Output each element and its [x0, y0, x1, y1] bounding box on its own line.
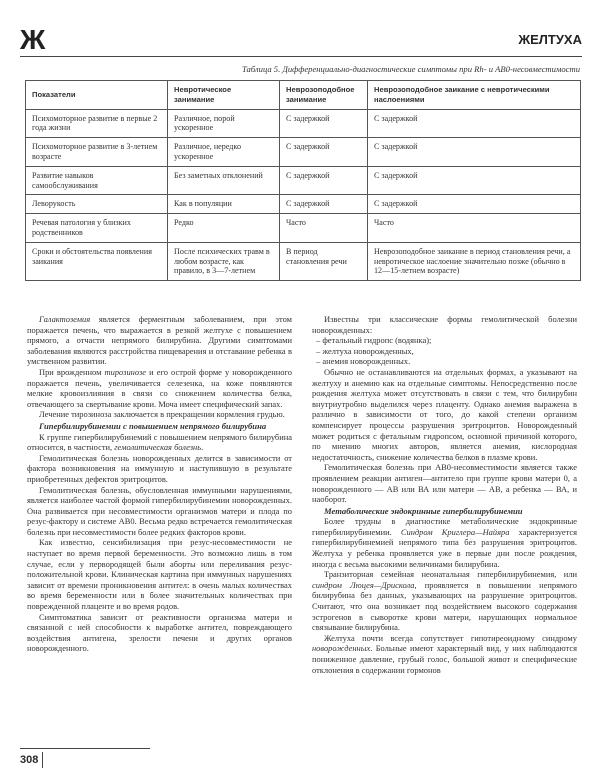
table-caption: Таблица 5. Дифференциально-диагностические симптомы при Rh- и АВ0-несовместимости	[242, 64, 580, 74]
subsection-heading: Гипербилирубинемии с повышением непрямого билирубина	[39, 420, 267, 431]
paragraph: Как известно, сенсибилизация при резус-несовместимости не наступает во время первой беременности. Это возможно лишь в том случае, если у первородящей были аборты или переливания резус-положительной крови. Клиническая картина при иммунных нарушениях зависит от времени проникновения антител: в очень малых количествах во время беременности или в более значительных количествах при поврежденной плаценте и во время родов.	[27, 537, 292, 612]
table-cell: С задержкой	[368, 109, 581, 138]
table-cell: С задержкой	[280, 138, 368, 167]
table-cell: Часто	[368, 214, 581, 243]
footer-divider	[20, 748, 150, 749]
paragraph: Симптоматика зависит от реактивности организма матери и связанной с ней способности к выработке антител, повреждающего воздействия антигена, зрелости печени и других органов новорожденного.	[27, 611, 292, 654]
column-header: Невротическое занимание	[168, 81, 280, 110]
column-header: Неврозоподобное занимание	[280, 81, 368, 110]
term: новорожденных	[312, 643, 371, 654]
table-cell: В период становления речи	[280, 242, 368, 280]
table-cell: Леворукость	[26, 195, 168, 214]
list-item: – фетальный гидропс (водянка);	[316, 335, 432, 346]
diagnostic-table	[25, 80, 581, 281]
term: синдром Люцея—Дрискола	[312, 579, 415, 590]
paragraph: При врожденном тирозинозе и его острой форме у новорожденного поражается печень, увеличивается селезенка, на коже появляются мелкие кровоизлияния в связи со снижением количества белка, отвечающего за свертывание крови. Моча имеет специфический запах.	[27, 366, 292, 409]
table-cell: Редко	[168, 214, 280, 243]
table-row	[26, 195, 581, 214]
term: Галактоземия	[39, 314, 91, 324]
section-letter: Ж	[20, 24, 46, 55]
table-row	[26, 138, 581, 167]
table-cell: С задержкой	[368, 166, 581, 195]
paragraph: Известны три классические формы гемолитической болезни новорожденных:	[312, 314, 577, 335]
right-text-column	[312, 314, 577, 675]
paragraph: Обычно не останавливаются на отдельных формах, а указывают на желтуху и анемию как на отдельные симптомы. Непосредственно после рождения желтуха может отсутствовать в связи с тем, что билирубин внутриутробно выделился через плаценту. Однако анемия выражена в различно в зависимости от того, до какой степени организм компенсирует процессы разрушения эритроцитов. Новорожденный может родиться с фетальным гидропсом, основной причиной которого, по мнению многих авторов, является анемия, кислородная недостаточность, снижение количества белков в плазме крови.	[312, 366, 577, 462]
table-cell: Различное, нередко ускоренное	[168, 138, 280, 167]
table-cell: Психомоторное развитие в 3-летнем возрасте	[26, 138, 168, 167]
term: тирозинозе	[104, 366, 147, 377]
paragraph: Гемолитическая болезнь, обусловленная иммунными нарушениями, является наиболее частой формой гипербилирубинемии новорожденных. Она развивается при несовместимости организмов матери и плода по резус-фактору и системе АВ0. Весьма редко встречается гемолитическая болезнь при несовместимости более редких факторов крови.	[27, 484, 292, 537]
table-cell: С задержкой	[280, 195, 368, 214]
term: гемолитическая болезнь	[114, 442, 202, 453]
subsection-heading: Метаболические эндокринные гипербилирубинемии	[324, 505, 523, 516]
table-cell: Речевая патология у близких родственников	[26, 214, 168, 243]
table-cell: С задержкой	[280, 109, 368, 138]
paragraph: Лечение тирозиноза заключается в прекращении кормления грудью.	[39, 409, 285, 420]
paragraph: Галактоземия является ферментным заболеванием, при этом поражается печень, что выражается в резкой желтухе с повышением прямого, а отчасти непрямого билирубина. Другими симптомами заболевания являются расстройства пищеварения и отставание ребенка в умственном развитии.	[27, 314, 292, 367]
table-row	[26, 214, 581, 243]
table-cell: Психомоторное развитие в первые 2 года жизни	[26, 109, 168, 138]
table-cell: Сроки и обстоятельства появления заикания	[26, 242, 168, 280]
column-header: Неврозоподобное заикание с невротическими наслоениями	[368, 81, 581, 110]
paragraph: Транзиторная семейная неонатальная гипербилирубинемия, или синдром Люцея—Дрискола, проявляется в повышении непрямого билирубина без данных, указывающих на разрушение эритроцитов. Считают, что она возникает под воздействием высокого содержания эстрогенов в сыворотке крови матери, нарушающих нормальное связывание билирубина.	[312, 569, 577, 633]
table-cell: Различное, порой ускоренное	[168, 109, 280, 138]
table-header-row	[26, 81, 581, 110]
paragraph: Гемолитическая болезнь при АВ0-несовместимости является также проявлением реакции антиген—антитело при группе крови матери 0, а новорожденного — АВ или ВА или матери — АВ, а ребенка — ВА, и наоборот.	[312, 462, 577, 505]
paragraph: Более трудны в диагностике метаболические эндокринные гипербилирубинемии. Синдром Криглера—Найяра характеризуется гипербилирубинемией непрямого типа без разрушения эритроцитов. Желтуха у ребенка проявляется уже в первые дни после рождения, иногда с весьма высокими величинами билирубина.	[312, 516, 577, 569]
paragraph: К группе гипербилирубинемий с повышением непрямого билирубина относится, в частности, гемолитическая болезнь.	[27, 431, 292, 453]
table-cell: Как в популяции	[168, 195, 280, 214]
list-item: – желтуха новорожденных,	[316, 345, 414, 356]
table-cell: С задержкой	[368, 138, 581, 167]
table-cell: Неврозоподобное заикание в период становления речи, а невротическое наслоение значительно позже (обычно в 12—15-летнем возрасте)	[368, 242, 581, 280]
table-row	[26, 109, 581, 138]
table-cell: С задержкой	[280, 166, 368, 195]
list-item: – анемия новорожденных.	[316, 356, 411, 367]
term: Синдром Криглера—Найяра	[400, 526, 510, 537]
paragraph: Гемолитическая болезнь новорожденных делится в зависимости от фактора возникновения на иммунную и наступившую в результате приобретенных дефектов эритроцитов.	[27, 452, 292, 484]
table-cell: После психических травм в любом возрасте, как правило, в 3—7-летнем	[168, 242, 280, 280]
column-header: Показатели	[26, 81, 168, 110]
table-row	[26, 166, 581, 195]
section-title: ЖЕЛТУХА	[518, 32, 582, 47]
paragraph: Желтуха почти всегда сопутствует гипотиреоидному синдрому новорожденных. Больные имеют характерный вид, у них наблюдаются пониженное давление, грубый голос, большой живот и специфические отклонения в содержании гормонов	[312, 632, 577, 675]
page-number: 308	[20, 752, 43, 768]
page-header	[20, 26, 582, 57]
table-cell: Развитие навыков самообслуживания	[26, 166, 168, 195]
left-text-column	[27, 314, 292, 654]
table-cell: Часто	[280, 214, 368, 243]
table-cell: С задержкой	[368, 195, 581, 214]
table-row	[26, 242, 581, 280]
table-cell: Без заметных отклонений	[168, 166, 280, 195]
